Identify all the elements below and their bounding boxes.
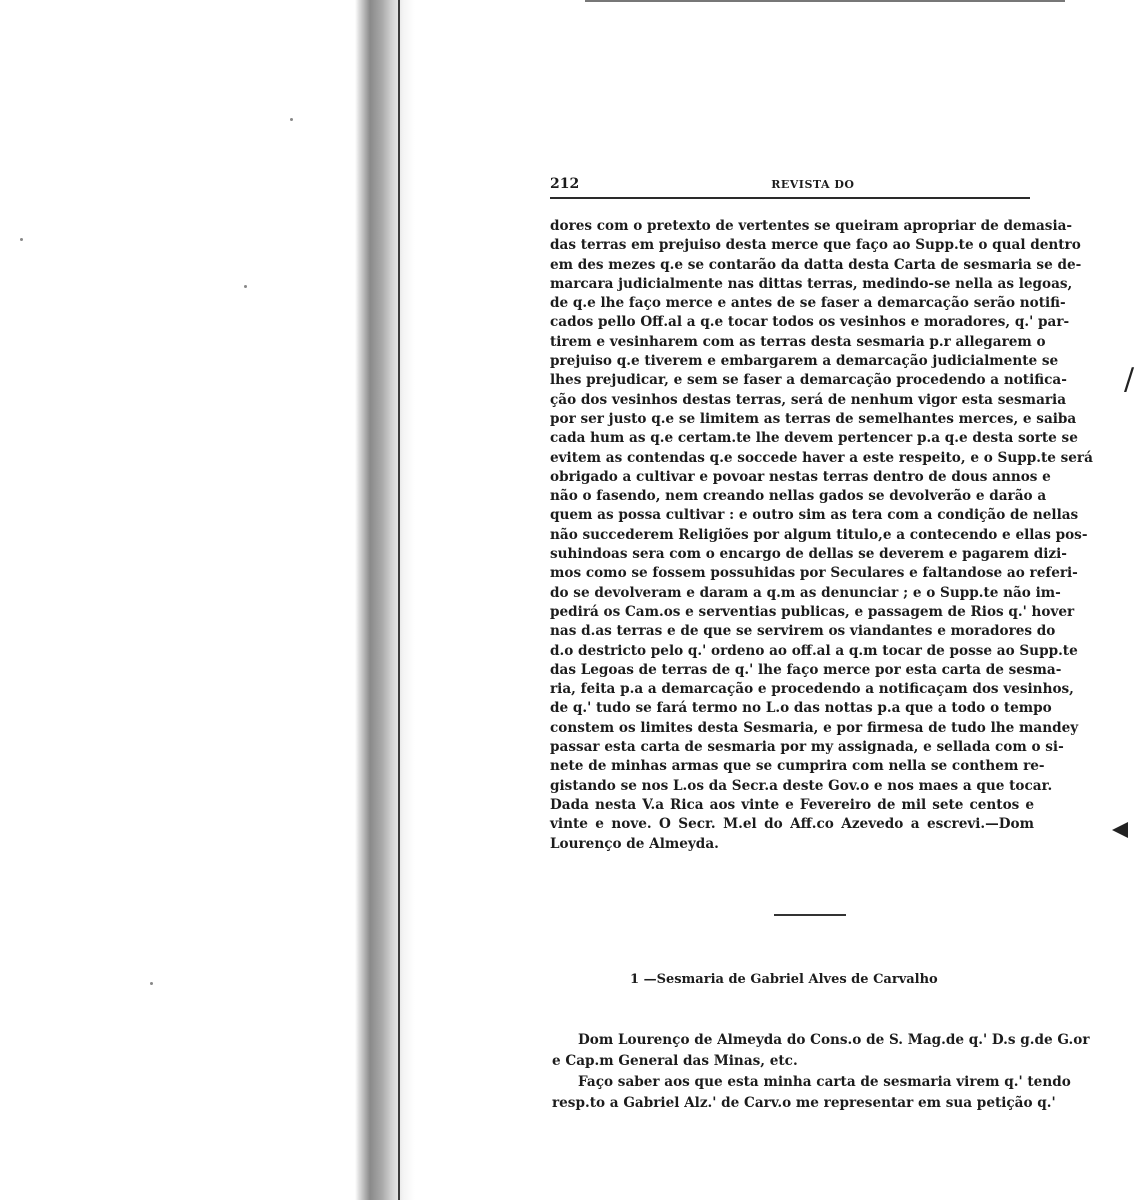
section-text-line: Dom Lourenço de Almeyda do Cons.o de S. Mag.de q.' D.s g.de G.or [578,1032,1090,1048]
text-line: nete de minhas armas que se cumprira com nella se conthem re- [550,758,1045,775]
text-line: prejuiso q.e tiverem e embargarem a demarcação judicialmente se [550,353,1059,370]
text-line: ção dos vesinhos destas terras, será de nenhum vigor esta sesmaria [550,391,1067,408]
text-line: não succederem Religiões por algum titulo,e a contecendo e ellas pos- [550,526,1088,543]
section-divider [774,914,846,916]
paper-speck [244,285,247,288]
text-line: suhindoas sera com o encargo de dellas se deverem e pagarem dizi- [550,546,1067,563]
text-line: nas d.as terras e de que se servirem os viandantes e moradores do [550,623,1056,640]
text-line: de q.' tudo se fará termo no L.o das nottas p.a que a todo o tempo [550,700,1052,717]
section-body [552,1030,1090,1114]
text-line: tirem e vesinharem com as terras desta sesmaria p.r allegarem o [550,333,1046,350]
text-line: ria, feita p.a a demarcação e procedendo a notificaçam dos vesinhos, [550,681,1074,698]
text-line: lhes prejudicar, e sem se faser a demarcação procedendo a notifica- [550,372,1067,389]
text-line: de q.e lhe faço merce e antes de se faser a demarcação serão notifi- [550,295,1066,312]
text-line: vinte e nove. O Secr. M.el do Aff.co Azevedo a escrevi.—Dom [550,816,1034,833]
paper-speck [290,118,293,121]
text-line: por ser justo q.e se limitem as terras de semelhantes merces, e saiba [550,410,1077,427]
section-text-line: e Cap.m General das Minas, etc. [552,1053,798,1069]
text-line: Lourenço de Almeyda. [550,835,719,852]
text-line: quem as possa cultivar : e outro sim as tera com a condição de nellas [550,507,1079,524]
text-line: mos como se fossem possuhidas por Seculares e faltandose ao referi- [550,565,1078,582]
text-line: pedirá os Cam.os e serventias publicas, e passagem de Rios q.' hover [550,603,1075,620]
book-gutter-line [398,0,400,1200]
page-content [550,176,1093,854]
text-line: das terras em prejuiso desta merce que faço ao Supp.te o qual dentro [550,237,1081,254]
page-header [550,176,1030,199]
paper-speck [150,982,153,985]
running-title: REVISTA DO [771,178,855,191]
text-line: evitem as contendas q.e soccede haver a este respeito, e o Supp.te será [550,449,1093,466]
margin-pencil-mark: / [1124,362,1135,397]
text-line: cada hum as q.e certam.te lhe devem pertencer p.a q.e desta sorte se [550,430,1078,447]
text-line: do se devolveram e daram a q.m as denunciar ; e o Supp.te não im- [550,584,1061,601]
margin-arrow-mark [1112,822,1128,838]
text-line: em des mezes q.e se contarão da datta desta Carta de sesmaria se de- [550,256,1082,273]
text-line: d.o destricto pelo q.' ordeno ao off.al a q.m tocar de posse ao Supp.te [550,642,1078,659]
text-line: constem os limites desta Sesmaria, e por firmesa de tudo lhe mandey [550,719,1079,736]
text-line: das Legoas de terras de q.' lhe faço merce por esta carta de sesma- [550,661,1062,678]
page-number: 212 [550,176,580,192]
text-line: obrigado a cultivar e povoar nestas terras dentro de dous annos e [550,468,1051,485]
book-gutter-shadow [355,0,415,1200]
text-line: cados pello Off.al a q.e tocar todos os vesinhos e moradores, q.' par- [550,314,1070,331]
text-line: dores com o pretexto de vertentes se queiram apropriar de demasia- [550,218,1073,234]
section-text-line: resp.to a Gabriel Alz.' de Carv.o me representar em sua petição q.' [552,1095,1056,1111]
top-edge-rule [585,0,1065,2]
section-text-line: Faço saber aos que esta minha carta de sesmaria virem q.' tendo [578,1074,1071,1090]
text-line: marcara judicialmente nas dittas terras, medindo-se nella as legoas, [550,275,1073,292]
text-line: gistando se nos L.os da Secr.a deste Gov.o e nos maes a que tocar. [550,777,1053,794]
section-title: 1 —Sesmaria de Gabriel Alves de Carvalho [630,972,938,987]
paper-speck [20,238,23,241]
text-line: Dada nesta V.a Rica aos vinte e Fevereiro de mil sete centos e [550,796,1034,813]
body-text [550,217,1093,854]
text-line: não o fasendo, nem creando nellas gados se devolverão e darão a [550,488,1047,505]
text-line: passar esta carta de sesmaria por my assignada, e sellada com o si- [550,739,1064,756]
